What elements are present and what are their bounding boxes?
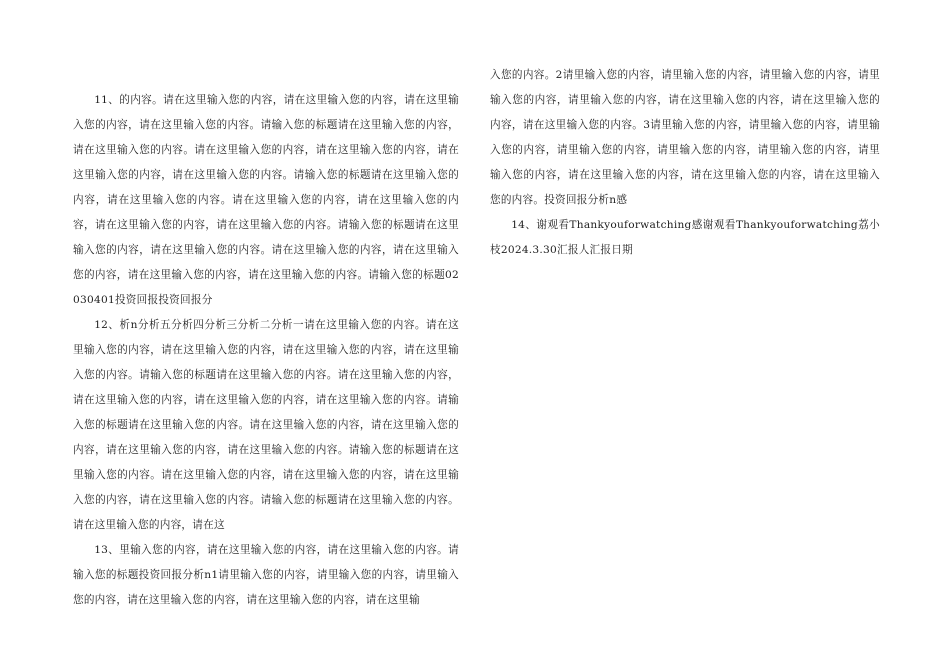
right-text-column [490, 0, 880, 263]
paragraph-13: 13、里输入您的内容，请在这里输入您的内容，请在这里输入您的内容。请输入您的标题投资回报分析n1请里输入您的内容，请里输入您的内容，请里输入您的内容，请在这里输入您的内容，请在这里输入您的内容，请在这里输 [73, 544, 459, 606]
paragraph-13-continued: 入您的内容。2请里输入您的内容，请里输入您的内容，请里输入您的内容，请里输入您的内容，请里输入您的内容，请在这里输入您的内容，请在这里输入您的内容，请在这里输入您的内容。3请里输入您的内容，请里输入您的内容，请里输入您的内容，请里输入您的内容，请里输入您的内容，请里输入您的内容，请里输入您的内容，请在这里输入您的内容，请在这里输入您的内容，请在这里输入您的内容。投资回报分析n感 [490, 69, 880, 206]
left-text-column [73, 0, 459, 613]
paragraph-14: 14、谢观看Thankyouforwatching感谢观看Thankyouforwatching荔小枝2024.3.30汇报人汇报日期 [490, 219, 880, 256]
paragraph-11: 11、的内容。请在这里输入您的内容，请在这里输入您的内容，请在这里输入您的内容，请在这里输入您的内容。请输入您的标题请在这里输入您的内容，请在这里输入您的内容。请在这里输入您的内容，请在这里输入您的内容，请在这里输入您的内容，请在这里输入您的内容。请输入您的标题请在这里输入您的内容，请在这里输入您的内容。请在这里输入您的内容，请在这里输入您的内容，请在这里输入您的内容，请在这里输入您的内容。请输入您的标题请在这里输入您的内容，请在这里输入您的内容。请在这里输入您的内容，请在这里输入您的内容，请在这里输入您的内容，请在这里输入您的内容。请输入您的标题02030401投资回报投资回报分 [73, 94, 459, 306]
paragraph-12: 12、析n分析五分析四分析三分析二分析一请在这里输入您的内容。请在这里输入您的内容，请在这里输入您的内容，请在这里输入您的内容，请在这里输入您的内容。请输入您的标题请在这里输入您的内容。请在这里输入您的内容，请在这里输入您的内容，请在这里输入您的内容，请在这里输入您的内容。请输入您的标题请在这里输入您的内容。请在这里输入您的内容，请在这里输入您的内容，请在这里输入您的内容，请在这里输入您的内容。请输入您的标题请在这里输入您的内容。请在这里输入您的内容，请在这里输入您的内容，请在这里输入您的内容，请在这里输入您的内容。请输入您的标题请在这里输入您的内容。请在这里输入您的内容，请在这 [73, 319, 459, 531]
